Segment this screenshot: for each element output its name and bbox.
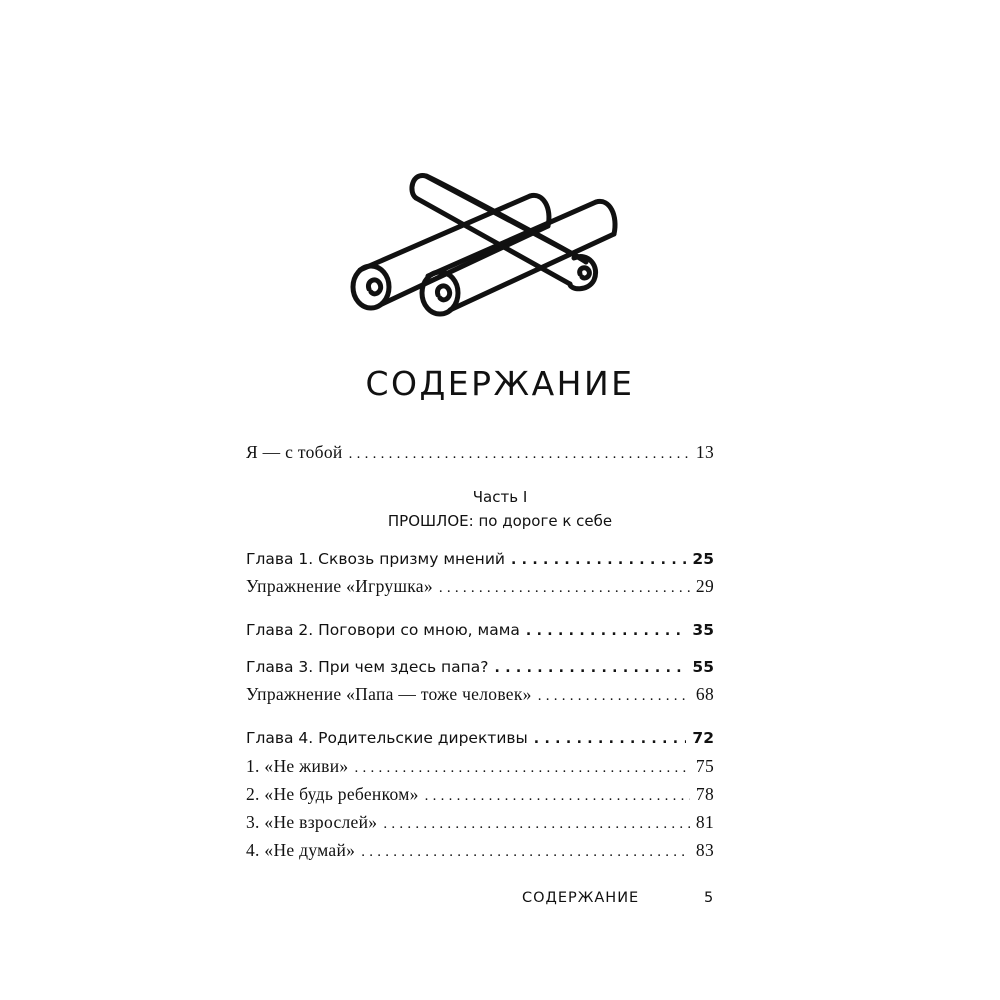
page-number: 5 bbox=[704, 890, 714, 906]
dot-leader bbox=[495, 658, 687, 676]
toc-subsection[interactable] bbox=[246, 784, 714, 805]
toc-chapter[interactable] bbox=[246, 658, 714, 676]
toc-entry-page: 13 bbox=[695, 442, 714, 462]
dot-leader bbox=[526, 621, 687, 639]
toc-entry-label: 1. «Не живи» bbox=[246, 756, 349, 776]
toc-exercise[interactable] bbox=[246, 684, 714, 705]
dot-leader bbox=[534, 729, 687, 747]
running-footer-title: СОДЕРЖАНИЕ bbox=[522, 890, 640, 906]
dot-leader bbox=[354, 756, 689, 777]
toc-entry-label: Глава 3. При чем здесь папа? bbox=[246, 658, 489, 676]
toc-entry-label: 3. «Не взрослей» bbox=[246, 812, 378, 832]
dot-leader bbox=[361, 840, 690, 861]
dot-leader bbox=[439, 576, 690, 597]
toc-chapter[interactable] bbox=[246, 729, 714, 747]
dot-leader bbox=[383, 812, 690, 833]
toc-entry-page: 25 bbox=[692, 550, 714, 568]
toc-entry-label: Глава 2. Поговори со мною, мама bbox=[246, 621, 520, 639]
toc-exercise[interactable] bbox=[246, 576, 714, 597]
toc-entry-page: 55 bbox=[692, 658, 714, 676]
toc-entry-label: 4. «Не думай» bbox=[246, 840, 356, 860]
table-of-contents-part-1 bbox=[246, 0, 714, 1000]
toc-entry-page: 75 bbox=[695, 756, 714, 776]
toc-entry-page: 35 bbox=[692, 621, 714, 639]
toc-entry-page: 83 bbox=[695, 840, 714, 860]
part-title: ПРОШЛОЕ: по дороге к себе bbox=[387, 512, 613, 530]
toc-entry-label: Глава 1. Сквозь призму мнений bbox=[246, 550, 505, 568]
dot-leader bbox=[538, 684, 690, 705]
toc-chapter[interactable] bbox=[246, 621, 714, 639]
page-title: СОДЕРЖАНИЕ bbox=[365, 364, 635, 403]
toc-entry-page: 68 bbox=[695, 684, 714, 704]
toc-entry-label: 2. «Не будь ребенком» bbox=[246, 784, 419, 804]
toc-entry-page: 78 bbox=[695, 784, 714, 804]
toc-entry-label: Глава 4. Родительские директивы bbox=[246, 729, 528, 747]
toc-entry-page: 81 bbox=[695, 812, 714, 832]
toc-subsection[interactable] bbox=[246, 756, 714, 777]
toc-entry-label: Я — с тобой bbox=[246, 442, 343, 462]
toc-subsection[interactable] bbox=[246, 812, 714, 833]
dot-leader bbox=[425, 784, 690, 805]
toc-entry-label: Упражнение «Папа — тоже человек» bbox=[246, 684, 532, 704]
toc-entry-page: 72 bbox=[692, 729, 714, 747]
part-number: Часть I bbox=[472, 488, 528, 506]
toc-subsection[interactable] bbox=[246, 840, 714, 861]
toc-entry-label: Упражнение «Игрушка» bbox=[246, 576, 433, 596]
toc-entry-page: 29 bbox=[695, 576, 714, 596]
toc-chapter[interactable] bbox=[246, 550, 714, 568]
dot-leader bbox=[511, 550, 686, 568]
